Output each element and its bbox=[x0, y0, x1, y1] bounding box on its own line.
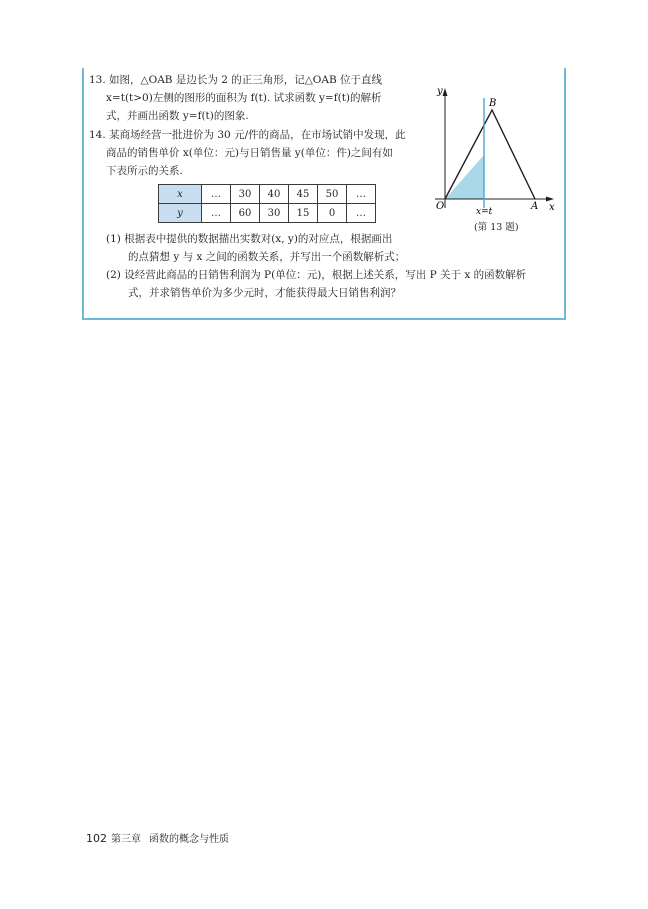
label-b: B bbox=[489, 98, 497, 109]
table-cell: 30 bbox=[231, 185, 260, 204]
table-cell: y bbox=[159, 204, 202, 223]
table-cell: 50 bbox=[318, 185, 347, 204]
question-1-line-1: (1) 根据表中提供的数据描出实数对(x, y)的对应点，根据画出 bbox=[106, 233, 393, 245]
label-o: O bbox=[436, 201, 445, 212]
table-cell: … bbox=[347, 204, 376, 223]
x-axis-arrow bbox=[546, 197, 554, 202]
chapter-label: 第三章 bbox=[111, 834, 141, 845]
problem-13-line-3: 式，并画出函数 y=f(t)的图象. bbox=[106, 110, 249, 122]
problem-13-line-1: 13. 如图，△OAB 是边长为 2 的正三角形，记△OAB 位于直线 bbox=[89, 74, 383, 86]
chapter-title: 函数的概念与性质 bbox=[149, 834, 229, 845]
label-y: y bbox=[437, 86, 443, 97]
table-cell: 0 bbox=[318, 204, 347, 223]
question-2-line-2: 式，并求销售单价为多少元时，才能获得最大日销售利润？ bbox=[128, 287, 401, 299]
problem-13-line-2: x=t(t>0)左侧的图形的面积为 f(t). 试求函数 y=f(t)的解析 bbox=[106, 92, 382, 104]
triangle-figure bbox=[427, 78, 562, 218]
table-cell: x bbox=[159, 185, 202, 204]
table-cell: 60 bbox=[231, 204, 260, 223]
price-sales-table bbox=[158, 184, 376, 223]
problem-14-line-2: 商品的销售单价 x(单位：元)与日销售量 y(单位：件)之间有如 bbox=[106, 147, 393, 159]
table-row-x bbox=[159, 185, 376, 204]
table-cell: 15 bbox=[289, 204, 318, 223]
label-x-equals-t: x=t bbox=[476, 207, 493, 217]
table-cell: 45 bbox=[289, 185, 318, 204]
table-row-y bbox=[159, 204, 376, 223]
table-cell: … bbox=[202, 204, 231, 223]
problem-14-line-3: 下表所示的关系. bbox=[106, 165, 183, 177]
question-1-line-2: 的点猜想 y 与 x 之间的函数关系，并写出一个函数解析式； bbox=[128, 251, 406, 263]
table-cell: 40 bbox=[260, 185, 289, 204]
page-footer bbox=[86, 830, 229, 845]
figure-caption: (第 13 题) bbox=[474, 222, 519, 233]
label-a: A bbox=[531, 201, 539, 212]
table-cell: 30 bbox=[260, 204, 289, 223]
y-axis-arrow bbox=[443, 88, 448, 96]
page-number: 102 bbox=[86, 832, 107, 845]
question-2-line-1: (2) 设经营此商品的日销售利润为 P(单位：元)，根据上述关系，写出 P 关于 x 的函数解析 bbox=[106, 269, 527, 281]
table-cell: … bbox=[202, 185, 231, 204]
label-x: x bbox=[549, 202, 555, 213]
problem-14-line-1: 14. 某商场经营一批进价为 30 元/件的商品，在市场试销中发现，此 bbox=[89, 129, 406, 141]
table-cell: … bbox=[347, 185, 376, 204]
